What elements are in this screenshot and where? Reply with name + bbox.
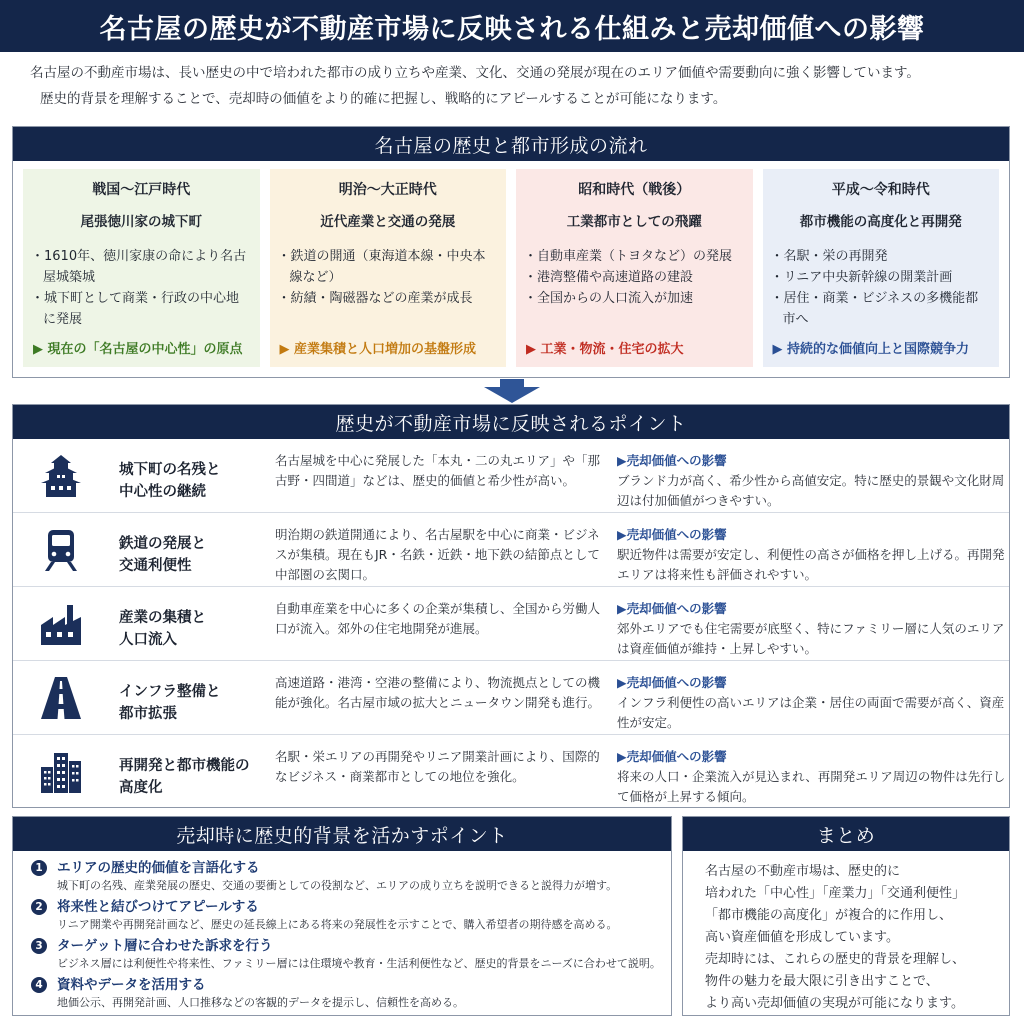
era-result: ▶ 持続的な価値向上と国際競争力 — [773, 338, 970, 357]
number-badge: 4 — [31, 977, 47, 993]
point-title-line: 都市拡張 — [119, 706, 177, 722]
point-description: 自動車産業を中心に多くの企業が集積し、全国から労働人口が流入。郊外の住宅地開発が進展。 — [275, 601, 601, 636]
point-description: 明治期の鉄道開通により、名古屋駅を中心に商業・ビジネスが集積。現在もJR・名鉄・近鉄・地下鉄の結節点として中部圏の玄関口。 — [275, 527, 600, 582]
effect-label: ▶ 売却価値への影響 — [617, 599, 727, 617]
sales-item-description: 城下町の名残、産業発展の歴史、交通の要衝としての役割など、エリアの成り立ちを説明できると説得力が増す。 — [57, 879, 618, 892]
era-period: 平成〜令和時代 — [831, 182, 930, 198]
era-subtitle: 都市機能の高度化と再開発 — [799, 214, 962, 230]
points-heading: 歴史が不動産市場に反映されるポイント — [13, 405, 1009, 439]
summary-text — [705, 861, 965, 1015]
point-row-castle-town — [13, 439, 1009, 513]
sales-item — [31, 976, 661, 1011]
point-row-infrastructure — [13, 661, 1009, 735]
era-result: ▶ 工業・物流・住宅の拡大 — [526, 338, 684, 357]
effect-label: ▶ 売却価値への影響 — [617, 673, 727, 691]
era-point: ・ リニア中央新幹線の開業計画 — [771, 267, 992, 288]
history-section — [12, 126, 1010, 378]
effect-text: インフラ利便性の高いエリアは企業・居住の両面で需要が高く、資産性が安定。 — [617, 695, 1005, 730]
summary-section — [682, 816, 1010, 1016]
sales-heading: 売却時に歴史的背景を活かすポイント — [13, 817, 671, 851]
point-title-line: 高度化 — [119, 780, 163, 796]
effect-label: ▶ 売却価値への影響 — [617, 525, 727, 543]
era-points — [31, 246, 252, 330]
point-title-line: 鉄道の発展と — [119, 536, 206, 552]
effect-label: ▶ 売却価値への影響 — [617, 747, 727, 765]
summary-line: 売却時には、これらの歴史的背景を理解し、 — [705, 952, 966, 967]
summary-heading: まとめ — [683, 817, 1009, 851]
point-title — [119, 607, 206, 651]
point-description: 高速道路・港湾・空港の整備により、物流拠点としての機能が強化。名古屋市域の拡大とニュータウン開発も進行。 — [275, 675, 601, 710]
summary-line: 名古屋の不動産市場は、歴史的に — [705, 864, 901, 879]
number-badge: 1 — [31, 860, 47, 876]
point-description: 名駅・栄エリアの再開発やリニア開業計画により、国際的なビジネス・商業都市としての地位を強化。 — [275, 749, 600, 784]
sales-item-description: 地価公示、再開発計画、人口推移などの客観的データを提示し、信頼性を高める。 — [57, 996, 464, 1009]
number-badge: 3 — [31, 938, 47, 954]
sales-points-section — [12, 816, 672, 1016]
point-title-line: 産業の集積と — [119, 610, 206, 626]
sales-item-heading: エリアの歴史的価値を言語化する — [57, 860, 260, 876]
point-title — [119, 533, 206, 577]
summary-line: より高い売却価値の実現が可能になります。 — [705, 996, 964, 1011]
summary-line: 培われた「中心性」「産業力」「交通利便性」 — [705, 886, 966, 901]
number-badge: 2 — [31, 899, 47, 915]
sales-item — [31, 937, 661, 972]
sales-item-description: ビジネス層には利便性や将来性、ファミリー層には住環境や教育・生活利便性など、歴史的背景をニーズに合わせて説明。 — [57, 957, 661, 970]
point-row-railway — [13, 513, 1009, 587]
era-card-meiji — [270, 169, 507, 367]
intro-line-1: 名古屋の不動産市場は、長い歴史の中で培われた都市の成り立ちや産業、文化、交通の発展が現在のエリア価値や需要動向に強く影響しています。 — [30, 65, 920, 81]
era-card-heisei — [763, 169, 1000, 367]
intro — [30, 60, 996, 112]
era-point: ・ 自動車産業（トヨタなど）の発展 — [524, 246, 745, 267]
era-result: ▶ 産業集積と人口増加の基盤形成 — [280, 338, 477, 357]
down-arrow-icon — [484, 379, 540, 403]
point-title-line: 再開発と都市機能の — [119, 758, 250, 774]
era-result: ▶ 現在の「名古屋の中心性」の原点 — [33, 338, 243, 357]
sales-item-heading: ターゲット層に合わせた訴求を行う — [57, 938, 273, 954]
sales-item — [31, 898, 661, 933]
era-card-edo — [23, 169, 260, 367]
era-period: 昭和時代（戦後） — [578, 182, 691, 198]
era-point: ・ 1610年、徳川家康の命により名古屋城築城 — [31, 246, 252, 288]
era-point: ・ 全国からの人口流入が加速 — [524, 288, 745, 309]
summary-line: 「都市機能の高度化」が複合的に作用し、 — [705, 908, 953, 923]
era-points — [278, 246, 499, 309]
era-period: 戦国〜江戸時代 — [92, 182, 191, 198]
era-point: ・ 鉄道の開通（東海道本線・中央本線など） — [278, 246, 499, 288]
era-subtitle: 尾張徳川家の城下町 — [80, 214, 202, 230]
point-title-line: 交通利便性 — [119, 558, 192, 574]
buildings-icon — [37, 749, 85, 795]
era-point: ・ 紡績・陶磁器などの産業が成長 — [278, 288, 499, 309]
page-title: 名古屋の歴史が不動産市場に反映される仕組みと売却価値への影響 — [0, 0, 1024, 52]
sales-list — [31, 859, 661, 1015]
point-row-redevelopment — [13, 735, 1009, 809]
era-points — [771, 246, 992, 330]
castle-icon — [37, 453, 85, 499]
sales-item-heading: 資料やデータを活用する — [57, 977, 206, 993]
era-subtitle: 近代産業と交通の発展 — [320, 214, 456, 230]
point-title-line: 中心性の継続 — [119, 484, 206, 500]
sales-item-description: リニア開業や再開発計画など、歴史の延長線上にある将来の発展性を示すことで、購入希望者の期待感を高める。 — [57, 918, 618, 931]
history-heading: 名古屋の歴史と都市形成の流れ — [13, 127, 1009, 161]
point-description: 名古屋城を中心に発展した「本丸・二の丸エリア」や「那古野・四間道」などは、歴史的価値と希少性が高い。 — [275, 453, 601, 488]
era-point: ・ 港湾整備や高速道路の建設 — [524, 267, 745, 288]
effect-label: ▶ 売却価値への影響 — [617, 451, 727, 469]
factory-icon — [37, 601, 85, 647]
era-period: 明治〜大正時代 — [338, 182, 437, 198]
sales-item-heading: 将来性と結びつけてアピールする — [57, 899, 259, 915]
sales-item — [31, 859, 661, 894]
points-list — [13, 439, 1009, 807]
era-point: ・ 城下町として商業・行政の中心地に発展 — [31, 288, 252, 330]
summary-line: 物件の魅力を最大限に引き出すことで、 — [705, 974, 939, 989]
point-title — [119, 459, 221, 503]
effect-text: 郊外エリアでも住宅需要が底堅く、特にファミリー層に人気のエリアは資産価値が維持・上昇しやすい。 — [617, 621, 1005, 656]
era-list — [23, 169, 999, 367]
era-points — [524, 246, 745, 309]
effect-text: ブランド力が高く、希少性から高値安定。特に歴史的景観や文化財周辺は付加価値がつきやすい。 — [617, 473, 1005, 508]
point-title — [119, 681, 221, 725]
era-point: ・ 居住・商業・ビジネスの多機能都市へ — [771, 288, 992, 330]
intro-line-2: 歴史的背景を理解することで、売却時の価値をより的確に把握し、戦略的にアピールすることが可能になります。 — [40, 91, 727, 107]
point-title-line: 城下町の名残と — [119, 462, 221, 478]
point-title-line: 人口流入 — [119, 632, 177, 648]
point-title — [119, 755, 250, 799]
road-icon — [37, 675, 85, 721]
train-icon — [37, 527, 85, 573]
points-section — [12, 404, 1010, 808]
effect-text: 将来の人口・企業流入が見込まれ、再開発エリア周辺の物件は先行して価格が上昇する傾向。 — [617, 769, 1006, 804]
summary-line: 高い資産価値を形成しています。 — [705, 930, 899, 945]
point-row-industry — [13, 587, 1009, 661]
era-subtitle: 工業都市としての飛躍 — [566, 214, 702, 230]
era-card-showa — [516, 169, 753, 367]
point-title-line: インフラ整備と — [119, 684, 221, 700]
era-point: ・ 名駅・栄の再開発 — [771, 246, 992, 267]
effect-text: 駅近物件は需要が安定し、利便性の高さが価格を押し上げる。再開発エリアは将来性も評価されやすい。 — [617, 547, 1005, 582]
